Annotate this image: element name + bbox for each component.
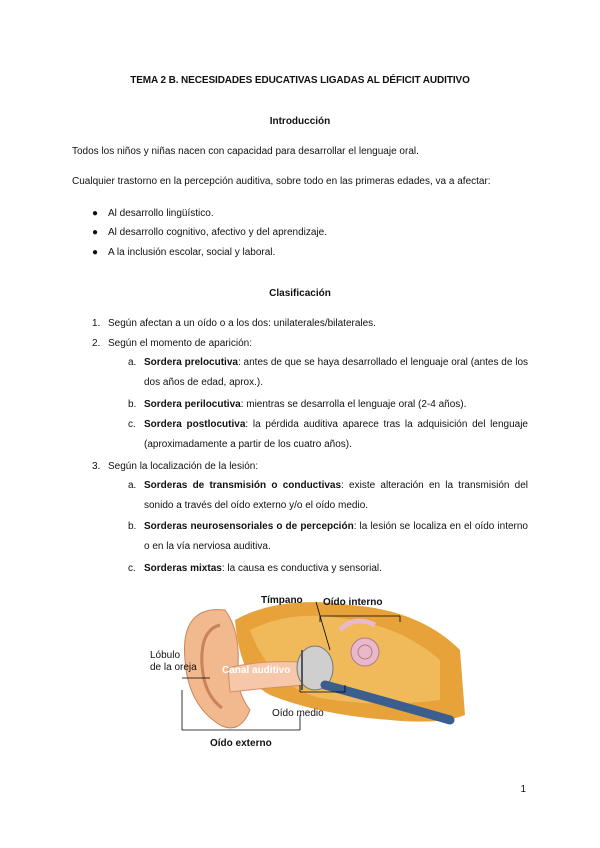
list-item: ● A la inclusión escolar, social y laboral. (92, 247, 276, 258)
page-number: 1 (520, 784, 526, 795)
intro-paragraph-1: Todos los niños y niñas nacen con capacidad para desarrollar el lenguaje oral. (72, 146, 419, 157)
list-item: 3. Según la localización de la lesión: (92, 461, 259, 472)
label-oido-externo: Oído externo (210, 738, 272, 749)
list-item: c. Sordera postlocutiva: la pérdida auditiva aparece tras la adquisición del lenguaje (aproximadamente a partir de los cuatro años). (128, 419, 528, 450)
list-item: 2. Según el momento de aparición: (92, 338, 252, 349)
clasificacion-heading: Clasificación (269, 288, 331, 299)
list-item: ● Al desarrollo cognitivo, afectivo y del aprendizaje. (92, 227, 328, 238)
label-oido-medio: Oído medio (272, 708, 324, 719)
label-oido-interno: Oído interno (323, 597, 383, 608)
label-timpano: Tímpano (261, 595, 303, 606)
label-canal-auditivo: Canal auditivo (222, 665, 291, 676)
list-item: b. Sordera perilocutiva: mientras se desarrolla el lenguaje oral (2-4 años). (128, 399, 467, 410)
document-title: TEMA 2 B. NECESIDADES EDUCATIVAS LIGADAS AL DÉFICIT AUDITIVO (130, 75, 470, 86)
cochlea (351, 638, 379, 666)
list-item: c. Sorderas mixtas: la causa es conductiva y sensorial. (128, 563, 382, 574)
ear-anatomy-diagram (140, 590, 470, 760)
intro-paragraph-2: Cualquier trastorno en la percepción auditiva, sobre todo en las primeras edades, va a afectar: (72, 176, 491, 187)
list-item: 1. Según afectan a un oído o a los dos: unilaterales/bilaterales. (92, 318, 376, 329)
list-item: ● Al desarrollo lingüístico. (92, 208, 214, 219)
list-item: a. Sordera prelocutiva: antes de que se haya desarrollado el lenguaje oral (antes de los dos años de edad, aprox.). (128, 357, 529, 388)
list-item: b. Sorderas neurosensoriales o de percepción: la lesión se localiza en el oído interno o en la vía nerviosa auditiva. (128, 521, 528, 552)
label-lobulo: Lóbulo de la oreja (150, 650, 197, 673)
intro-heading: Introducción (269, 116, 331, 127)
list-item: a. Sorderas de transmisión o conductivas: existe alteración en la transmisión del sonido a través del oído externo y/o el oído medio. (128, 480, 529, 511)
